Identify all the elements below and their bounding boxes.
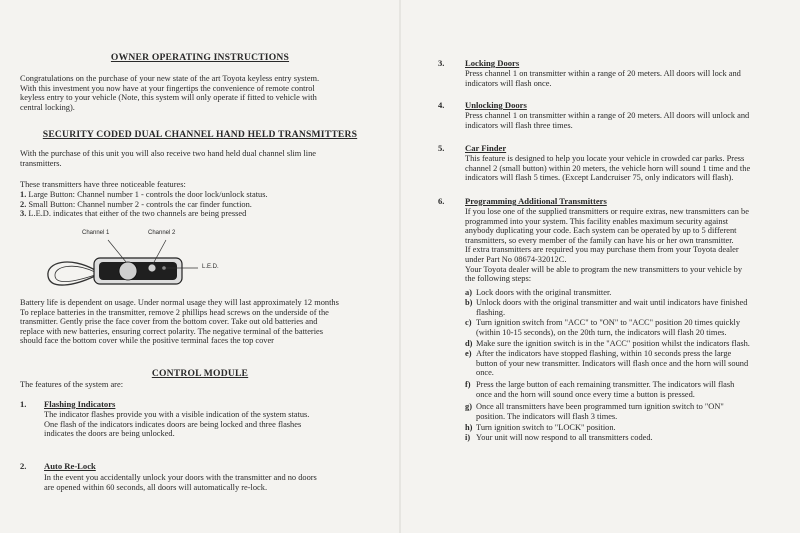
- step-item: g) Once all transmitters have been programmed turn ignition switch to "ON" position. The indicators will flash 3 times.: [465, 402, 724, 421]
- step-item: b) Unlock doors with the original transmitter and wait until indicators have finished flashing.: [465, 298, 748, 317]
- item2-text: In the event you accidentally unlock your doors with the transmitter and no doors are opened within 60 seconds, all doors will automatically re-lock.: [44, 473, 317, 492]
- item5-title: Car Finder: [465, 143, 507, 153]
- intro-text: Congratulations on the purchase of your new state of the art Toyota keyless entry system. With this investment you now have at your fingertips the convenience of remote control keyless entry to your vehicle (Note, this system will only operate if fitted to vehicle with central locking).: [20, 74, 320, 112]
- step-item: d) Make sure the ignition switch is in the "ACC" position whilst the indicators flash.: [465, 339, 750, 348]
- led-label: L.E.D.: [202, 264, 219, 270]
- item2-title: Auto Re-Lock: [44, 461, 96, 471]
- step-item: e) After the indicators have stopped flashing, within 10 seconds press the large button of your new transmitter. Indicators will flash once and the horn will sound once.: [465, 349, 749, 378]
- step-item: h) Turn ignition switch to "LOCK" position.: [465, 423, 616, 432]
- feature-item: 2. Small Button: Channel number 2 - controls the car finder function.: [20, 199, 252, 209]
- item3-number: 3.: [438, 58, 445, 68]
- item3-title: Locking Doors: [465, 58, 520, 68]
- security-heading: SECURITY CODED DUAL CHANNEL HAND HELD TRANSMITTERS: [42, 129, 358, 140]
- item6-title: Programming Additional Transmitters: [465, 196, 607, 206]
- step-item: c) Turn ignition switch from "ACC" to "ON" to "ACC" position 20 times quickly (within 10-15 seconds), on the 20th turn, the indicators will flash 20 times.: [465, 318, 741, 337]
- page-title: OWNER OPERATING INSTRUCTIONS: [110, 52, 290, 63]
- item3-text: Press channel 1 on transmitter within a range of 20 meters. All doors will lock and indicators will flash once.: [465, 69, 741, 88]
- security-text: With the purchase of this unit you will also receive two hand held dual channel slim line transmitters.: [20, 149, 316, 168]
- features-intro: These transmitters have three noticeable features:: [20, 180, 186, 189]
- item5-text: This feature is designed to help you locate your vehicle in crowded car parks. Press channel 2 (small button) within 20 meters, the vehicle horn will sound 1 time and the indicators will flash 5 times. (Except Landcruiser 75, only indicators will flash).: [465, 154, 751, 183]
- feature-item: 3. L.E.D. indicates that either of the two channels are being pressed: [20, 209, 247, 219]
- right-page: [400, 0, 800, 533]
- item5-number: 5.: [438, 143, 445, 153]
- channel2-label: Channel 2: [148, 230, 176, 236]
- item6-text: If you lose one of the supplied transmitters or require extras, new transmitters can be programmed into your system. This facility enables maximum security against anybody duplicating your code. Each system can be operated by up to 5 different transmitters, so every member of the family can have his or her own transmitter. If extra transmitters are required you may purchase them from your Toyota dealer under Part No 08674-32012C. Your Toyota dealer will be able to program the new transmitters to your vehicle by the following steps:: [465, 207, 749, 284]
- features-list: [20, 190, 268, 219]
- step-item: a) Lock doors with the original transmitter.: [465, 288, 612, 297]
- transmitter-illustration: [40, 228, 270, 298]
- item1-title: Flashing Indicators: [44, 399, 116, 409]
- battery-text: Battery life is dependent on usage. Under normal usage they will last approximately 12 months To replace batteries in the transmitter, remove 2 phillips head screws on the underside of the transmitter. Gently prise the face cover from the bottom cover. Take out old batteries and replace with new batteries, ensuring correct polarity. The negative terminal of the batteries should face the bottom cover while the positive terminal faces the top cover: [20, 298, 339, 346]
- transmitter-diagram: [40, 228, 270, 298]
- step-item: f) Press the large button of each remaining transmitter. The indicators will flash once and the horn will sound once every time a button is pressed.: [465, 380, 735, 399]
- item2-number: 2.: [20, 461, 27, 471]
- step-item: i) Your unit will now respond to all transmitters coded.: [465, 433, 653, 442]
- item1-number: 1.: [20, 399, 27, 409]
- item4-title: Unlocking Doors: [465, 100, 527, 110]
- channel1-label: Channel 1: [82, 230, 110, 236]
- control-intro: The features of the system are:: [20, 380, 124, 389]
- feature-item: 1. Large Button: Channel number 1 - controls the door lock/unlock status.: [20, 190, 268, 199]
- control-module-heading: CONTROL MODULE: [151, 368, 249, 379]
- item4-number: 4.: [438, 100, 445, 110]
- item1-text: The indicator flashes provide you with a visible indication of the system status. One flash of the indicators indicates doors are being locked and three flashes indicates the doors are being unlocked.: [44, 410, 310, 439]
- item6-number: 6.: [438, 196, 445, 206]
- item4-text: Press channel 1 on transmitter within a range of 20 meters. All doors will unlock and indicators will flash three times.: [465, 111, 750, 130]
